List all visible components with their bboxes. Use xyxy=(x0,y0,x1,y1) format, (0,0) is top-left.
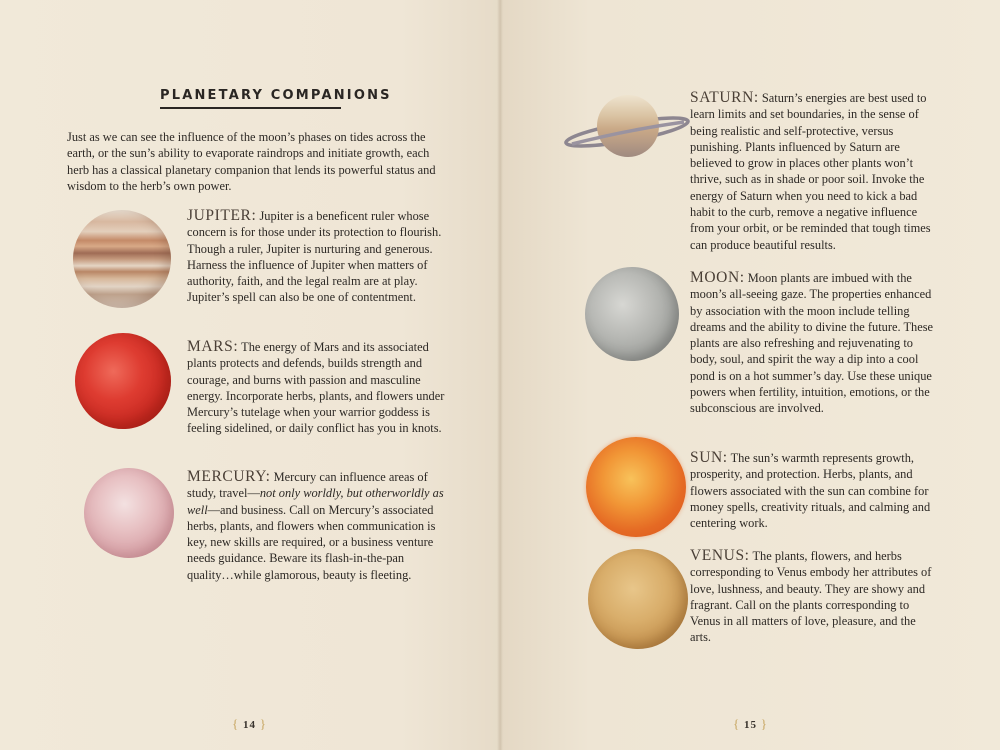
sun-name: SUN: xyxy=(690,449,728,466)
mercury-entry xyxy=(187,469,445,583)
mars-name: MARS: xyxy=(187,338,239,355)
folio-bracket-open: { xyxy=(232,716,240,731)
moon-name: MOON: xyxy=(690,269,745,286)
sun-entry xyxy=(690,450,936,531)
jupiter-name: JUPITER: xyxy=(187,207,257,224)
moon-entry xyxy=(690,270,936,417)
folio-bracket-open: { xyxy=(733,716,741,731)
heading-underline xyxy=(160,107,341,109)
venus-illustration xyxy=(588,549,688,649)
book-gutter xyxy=(497,0,503,750)
intro-paragraph: Just as we can see the influence of the moon’s phases on tides across the earth, or the sun’s ability to evaporate raindrops and initiate growth, each herb has a classical planetary companion that lends its powerful status and wisdom to the herb’s own power. xyxy=(67,130,436,193)
mercury-illustration xyxy=(84,468,174,558)
right-folio xyxy=(733,716,768,732)
left-page-number: 14 xyxy=(243,719,256,731)
right-page-number: 15 xyxy=(744,719,757,731)
mercury-name: MERCURY: xyxy=(187,468,271,485)
moon-illustration xyxy=(585,267,679,361)
jupiter-text: Jupiter is a beneficent ruler whose concern is for those under its protection to flourish. Though a ruler, Jupiter is nurturing and generous. Harness the influence of Jupiter when matters of authority, faith, and the legal realm are at play. Jupiter’s spell can also be one of contentment. xyxy=(187,209,442,305)
page-heading: PLANETARY COMPANIONS xyxy=(160,88,392,103)
sun-illustration xyxy=(586,437,686,537)
moon-text: Moon plants are imbued with the moon’s all-seeing gaze. The properties enhanced by association with the moon include telling dreams and the ability to divine the future. These plants are also refreshing and rejuvenating to body, soul, and spirit the way a dip into a cool pond is on a hot summer’s day. Use these unique powers when fertility, intuition, emotions, or the subconscious are involved. xyxy=(690,271,934,416)
jupiter-entry xyxy=(187,208,445,306)
mercury-text-a: Mercury can influence areas of study, travel— xyxy=(187,470,428,501)
mercury-text-b: —and business. Call on Mercury’s associated herbs, plants, and flowers when communication is key, new skills are required, or a business venture needs guidance. Beware its flash-in-the-pan quality…while glamorous, beauty is fleeting. xyxy=(187,502,436,582)
mars-text: The energy of Mars and its associated plants protects and defends, builds strength and courage, and burns with passion and masculine energy. Incorporate herbs, plants, and flowers under Mercury’s tutelage when your warrior goddess is feeling sidelined, or daily conflict has you in knots. xyxy=(187,340,445,436)
saturn-text: Saturn’s energies are best used to learn limits and set boundaries, in the sense of being realistic and self-protective, versus punishing. Plants influenced by Saturn are believed to grow in places other plants won’t thrive, such as in shade or poor soil. Invoke the energy of Saturn when you need to kick a bad habit to the curb, remove a negative influence from your orbit, or be reminded that tough times can produce beautiful results. xyxy=(690,91,931,252)
folio-bracket-close: } xyxy=(259,716,267,731)
venus-name: VENUS: xyxy=(690,547,750,564)
mars-entry xyxy=(187,339,445,437)
saturn-illustration xyxy=(562,92,692,162)
folio-bracket-close: } xyxy=(760,716,768,731)
jupiter-illustration xyxy=(73,210,171,308)
mercury-text-italic: not only worldly, but otherworldly as well xyxy=(187,486,444,517)
saturn-entry xyxy=(690,90,936,253)
sun-text: The sun’s warmth represents growth, prosperity, and protection. Herbs, plants, and flowers associated with the sun can combine for money spells, creativity rituals, and calming and centering work. xyxy=(690,451,931,531)
mars-illustration xyxy=(75,333,171,429)
left-folio xyxy=(232,716,267,732)
venus-text: The plants, flowers, and herbs corresponding to Venus embody her attributes of love, lushness, and beauty. They are showy and fragrant. Call on the plants corresponding to Venus in all matters of love, pleasure, and the arts. xyxy=(690,549,932,645)
venus-entry xyxy=(690,548,936,646)
saturn-name: SATURN: xyxy=(690,89,759,106)
